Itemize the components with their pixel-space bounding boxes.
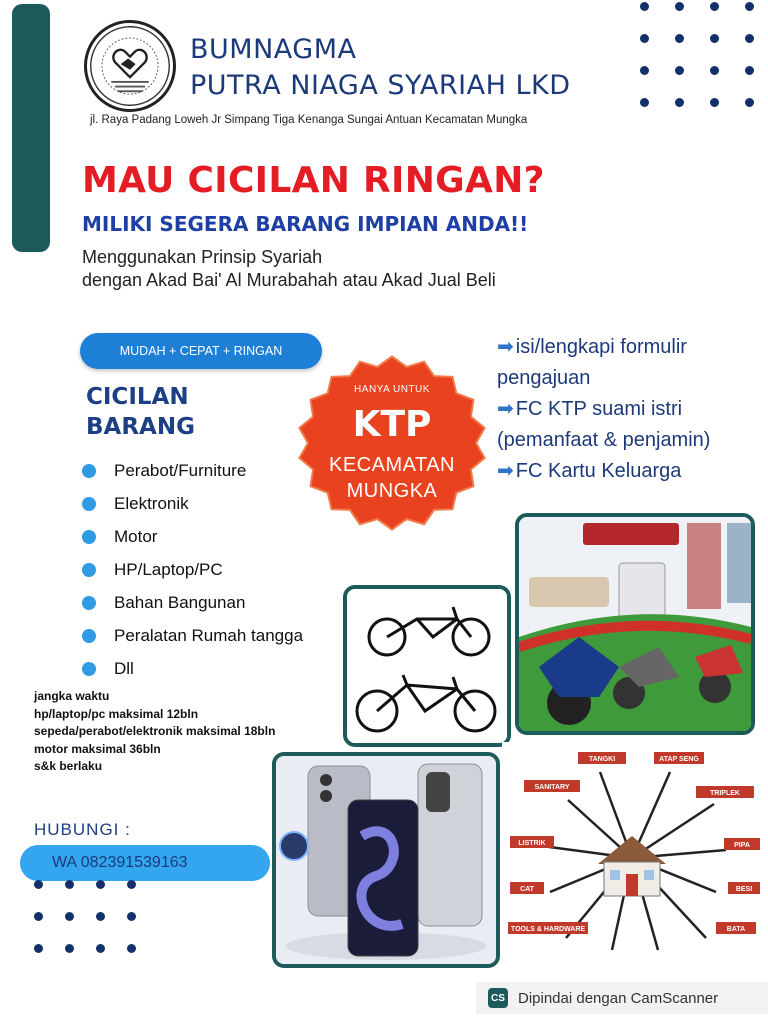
house-label-tangki: TANGKI bbox=[588, 756, 616, 763]
bullet-icon bbox=[82, 596, 96, 610]
org-name-line2: PUTRA NIAGA SYARIAH LKD bbox=[190, 70, 571, 101]
terms-line: motor maksimal 36bln bbox=[34, 741, 161, 756]
arrow-right-icon: ➡ bbox=[497, 460, 514, 482]
house-label-besi: BESI bbox=[735, 886, 753, 893]
headline: MAU CICILAN RINGAN? bbox=[82, 160, 545, 201]
description-line1: Menggunakan Prinsip Syariah bbox=[82, 247, 323, 267]
terms-block bbox=[34, 688, 275, 776]
terms-line: jangka waktu bbox=[34, 689, 110, 703]
list-item bbox=[82, 487, 303, 520]
list-item bbox=[82, 454, 303, 487]
org-name-line1: BUMNAGMA bbox=[190, 34, 357, 65]
requirement-text: FC KTP suami istri (pemanfaat & penjamin) bbox=[497, 398, 711, 451]
decorative-teal-bar bbox=[12, 4, 50, 252]
camscanner-logo-icon: CS bbox=[488, 988, 508, 1008]
camscanner-watermark bbox=[476, 982, 768, 1014]
badge-line1: KECAMATAN bbox=[329, 454, 455, 476]
bullet-icon bbox=[82, 530, 96, 544]
terms-line: sepeda/perabot/elektronik maksimal 18bln bbox=[34, 724, 276, 738]
house-label-pipa: PIPA bbox=[734, 842, 750, 849]
terms-line: s&k berlaku bbox=[34, 759, 103, 773]
requirement-item bbox=[497, 456, 763, 487]
item-label: Motor bbox=[114, 526, 158, 546]
item-label: Elektronik bbox=[114, 493, 189, 513]
requirement-text: FC Kartu Keluarga bbox=[515, 460, 682, 482]
house-label-triplek: TRIPLEK bbox=[710, 790, 740, 797]
section-title bbox=[86, 382, 195, 442]
item-label: Perabot/Furniture bbox=[114, 460, 247, 480]
decorative-dots-bottom-left bbox=[34, 880, 136, 953]
house-label-sanitary: SANITARY bbox=[534, 784, 570, 791]
badge-line2: MUNGKA bbox=[346, 480, 438, 502]
terms-line: hp/laptop/pc maksimal 12bln bbox=[34, 706, 199, 721]
org-address: jl. Raya Padang Loweh Jr Simpang Tiga Kenanga Sungai Antuan Kecamatan Mungka bbox=[90, 114, 528, 126]
description-line2: dengan Akad Bai' Al Murabahah atau Akad Jual Beli bbox=[82, 270, 496, 290]
bullet-icon bbox=[82, 629, 96, 643]
bullet-icon bbox=[82, 563, 96, 577]
org-logo bbox=[84, 20, 176, 112]
item-label: HP/Laptop/PC bbox=[114, 559, 223, 579]
requirement-item bbox=[497, 332, 763, 394]
building-materials-diagram bbox=[502, 742, 760, 972]
list-item bbox=[82, 619, 303, 652]
arrow-right-icon: ➡ bbox=[497, 336, 514, 358]
camscanner-text: Dipindai dengan CamScanner bbox=[518, 989, 719, 1007]
ktp-badge bbox=[290, 348, 494, 538]
list-item bbox=[82, 520, 303, 553]
item-label: Bahan Bangunan bbox=[114, 592, 246, 612]
requirement-item bbox=[497, 394, 763, 456]
list-item bbox=[82, 553, 303, 586]
badge-ktp: KTP bbox=[352, 404, 432, 445]
house-label-atap-seng: ATAP SENG bbox=[659, 756, 699, 763]
list-item bbox=[82, 652, 303, 685]
bullet-icon bbox=[82, 464, 96, 478]
tagline-pill: MUDAH + CEPAT + RINGAN bbox=[80, 333, 322, 369]
section-title-line1: CICILAN bbox=[86, 384, 189, 410]
subheadline: MILIKI SEGERA BARANG IMPIAN ANDA!! bbox=[82, 212, 529, 236]
badge-small-text: HANYA UNTUK bbox=[354, 384, 430, 395]
arrow-right-icon: ➡ bbox=[497, 398, 514, 420]
requirements-list bbox=[497, 332, 763, 487]
bullet-icon bbox=[82, 662, 96, 676]
contact-label: HUBUNGI : bbox=[34, 820, 131, 839]
house-label-tools: TOOLS & HARDWARE bbox=[510, 926, 586, 933]
bicycles-photo bbox=[343, 585, 511, 747]
list-item bbox=[82, 586, 303, 619]
house-label-cat: CAT bbox=[520, 886, 534, 893]
whatsapp-contact[interactable]: WA 082391539163 bbox=[20, 845, 270, 881]
item-list bbox=[82, 454, 303, 685]
item-label: Peralatan Rumah tangga bbox=[114, 625, 304, 645]
item-label: Dll bbox=[114, 658, 134, 678]
requirement-text: isi/lengkapi formulir pengajuan bbox=[497, 336, 687, 389]
decorative-dots-top-right bbox=[640, 2, 754, 107]
house-label-bata: BATA bbox=[726, 926, 746, 933]
smartphones-photo bbox=[272, 752, 500, 968]
appliances-motorcycles-photo bbox=[515, 513, 755, 735]
bullet-icon bbox=[82, 497, 96, 511]
house-label-listrik: LISTRIK bbox=[518, 840, 546, 847]
section-title-line2: BARANG bbox=[86, 414, 195, 440]
